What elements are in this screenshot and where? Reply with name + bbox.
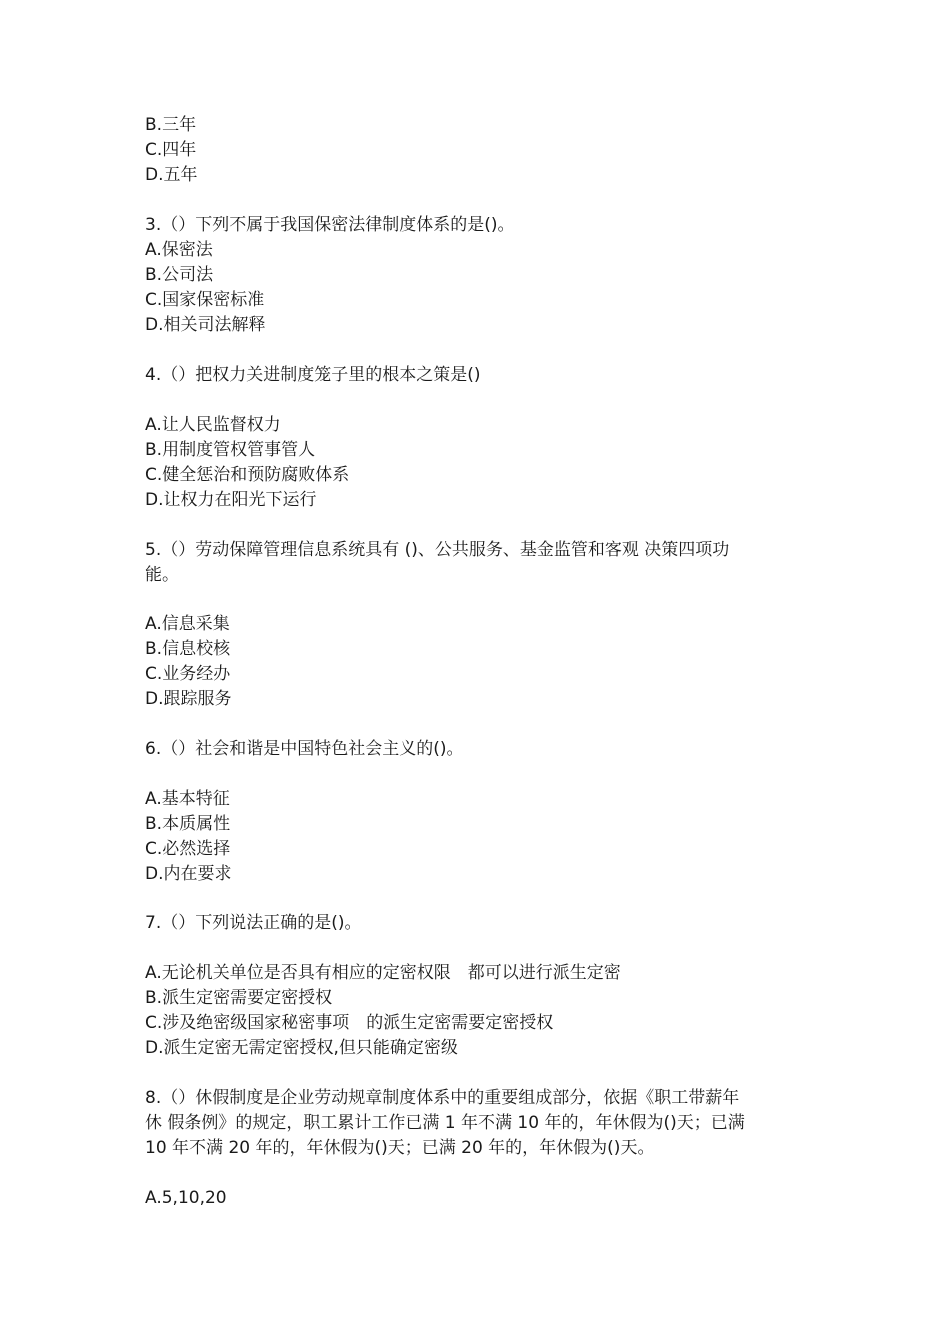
question-8-line-2: 休 假条例》的规定，职工累计工作已满 1 年不满 10 年的，年休假为()天；已满 (145, 1113, 745, 1133)
option-c-q4: C.健全惩治和预防腐败体系 (145, 465, 350, 485)
option-d-q3: D.相关司法解释 (145, 315, 266, 335)
option-c-q6: C.必然选择 (145, 839, 231, 859)
option-a-q7: A.无论机关单位是否具有相应的定密权限 都可以进行派生定密 (145, 963, 621, 983)
option-b-q2: B.三年 (145, 115, 197, 135)
question-7: 7.（）下列说法正确的是()。 (145, 913, 362, 933)
option-a-q8: A.5,10,20 (145, 1188, 227, 1208)
option-b-q5: B.信息校核 (145, 639, 231, 659)
option-d-q6: D.内在要求 (145, 864, 232, 884)
question-3: 3.（）下列不属于我国保密法律制度体系的是()。 (145, 215, 515, 235)
question-5-line-2: 能。 (145, 565, 179, 585)
option-b-q4: B.用制度管权管事管人 (145, 440, 316, 460)
question-6: 6.（）社会和谐是中国特色社会主义的()。 (145, 739, 464, 759)
option-d-q4: D.让权力在阳光下运行 (145, 490, 317, 510)
option-c-q7: C.涉及绝密级国家秘密事项 的派生定密需要定密授权 (145, 1013, 554, 1033)
option-d-q7: D.派生定密无需定密授权,但只能确定密级 (145, 1038, 458, 1058)
option-d-q5: D.跟踪服务 (145, 689, 232, 709)
option-d-q2: D.五年 (145, 165, 198, 185)
question-8-line-3: 10 年不满 20 年的，年休假为()天；已满 20 年的，年休假为()天。 (145, 1138, 655, 1158)
option-b-q6: B.本质属性 (145, 814, 231, 834)
option-c-q5: C.业务经办 (145, 664, 231, 684)
option-a-q5: A.信息采集 (145, 614, 230, 634)
option-c-q2: C.四年 (145, 140, 197, 160)
question-8-line-1: 8.（）休假制度是企业劳动规章制度体系中的重要组成部分，依据《职工带薪年 (145, 1088, 740, 1108)
option-a-q3: A.保密法 (145, 240, 213, 260)
question-5-line-1: 5.（）劳动保障管理信息系统具有 ()、公共服务、基金监管和客观 决策四项功 (145, 540, 730, 560)
option-a-q6: A.基本特征 (145, 789, 230, 809)
option-a-q4: A.让人民监督权力 (145, 415, 281, 435)
option-b-q7: B.派生定密需要定密授权 (145, 988, 333, 1008)
question-4: 4.（）把权力关进制度笼子里的根本之策是() (145, 365, 481, 385)
option-c-q3: C.国家保密标准 (145, 290, 265, 310)
option-b-q3: B.公司法 (145, 265, 214, 285)
